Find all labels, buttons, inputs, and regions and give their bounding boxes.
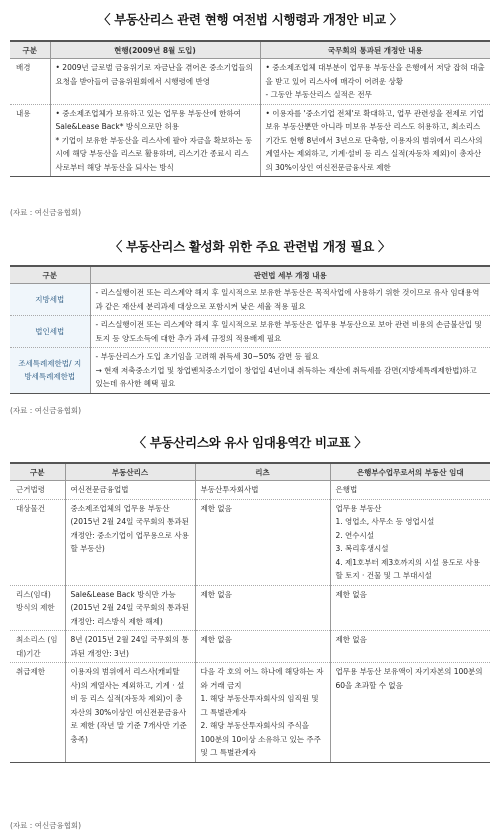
source-note-1: (자료 : 여신금융협회): [10, 208, 82, 217]
special-tax-acts-text: [90, 348, 490, 394]
row-label-special-tax-acts: 조세특례제한법/ 지방세특례제한법: [10, 348, 90, 394]
table3-header-bank-rental: 은행부수업무로서의 부동산 임대: [330, 463, 490, 481]
table2-header-category: 구분: [10, 266, 90, 284]
row-label-lease-method: 리스(임대) 방식의 제한: [10, 585, 65, 631]
row-label-restrictions: 취급제한: [10, 663, 65, 763]
lease-method-reits: 제한 없음: [195, 585, 330, 631]
table3-row-restrictions: [10, 663, 490, 763]
target-property-lease: 중소제조업체의 업무용 부동산 (2015년 2월 24일 국무회의 통과된 개정안: 중소기업이 업무용으로 사용할 부동산): [65, 499, 195, 585]
section1-title: 〈 부동산리스 관련 현행 여전법 시행령과 개정안 비교 〉: [97, 12, 403, 27]
table1-row-background: [10, 59, 490, 105]
table3-row-min-term: [10, 631, 490, 663]
restrictions-bank: 업무용 부동산 보유액이 자기자본의 100분의 60을 초과할 수 없음: [330, 663, 490, 763]
comparison-table-1: [10, 40, 490, 177]
table2-header-row: [10, 266, 490, 284]
min-term-bank: 제한 없음: [330, 631, 490, 663]
min-term-lease: 8년 (2015년 2월 24일 국무회의 통과된 개정안: 3년): [65, 631, 195, 663]
row-label-corporate-tax-act: 법인세법: [10, 316, 90, 348]
table1-header-current: 현행(2009년 8월 도입): [50, 41, 260, 59]
background-current: • 2009년 글로벌 금융위기로 자금난을 겪어온 중소기업들의 요청을 받아들여 금융위원회에서 시행령에 반영: [50, 59, 260, 105]
row-label-local-tax-act: 지방세법: [10, 284, 90, 316]
content-current-point: • 중소제조업체가 보유하고 있는 업무용 부동산에 한하여 Sale&Lease Back* 방식으로만 허용: [55, 108, 241, 131]
list-item: 1. 해당 부동산투자회사의 임직원 및 그 특별관계자: [200, 694, 319, 717]
legal-basis-lease: 여신전문금융업법: [65, 481, 195, 500]
list-item: 다음 각 호의 어느 하나에 해당하는 자와 거래 금지: [200, 667, 324, 690]
legal-basis-bank: 은행법: [330, 481, 490, 500]
list-item: 업무용 부동산: [335, 503, 382, 513]
table3-header-category: 구분: [10, 463, 65, 481]
row-label-content: 내용: [10, 104, 50, 177]
table1-header-row: [10, 41, 490, 59]
content-current-footnote: * 기업이 보유한 부동산을 리스사에 팔아 자금을 확보하는 동시에 해당 부동산을 리스로 활용하며, 리스기간 종료시 리스사로부터 해당 부동산을 되사는 방식: [55, 135, 253, 172]
list-item: 2. 해당 부동산투자회사의 주식을 100분의 10이상 소유하고 있는 주주 및 그 특별관계자: [200, 721, 321, 757]
legal-basis-reits: 부동산투자회사법: [195, 481, 330, 500]
table3-row-target-property: [10, 499, 490, 585]
table2-header-details: 관련법 세부 개정 내용: [90, 266, 490, 284]
table2-row-local-tax: [10, 284, 490, 316]
row-label-background: 배경: [10, 59, 50, 105]
table3-row-legal-basis: [10, 481, 490, 500]
restrictions-lease: 이용자의 범위에서 리스사(캐피탈사)의 계열사는 제외하고, 기계 · 설비 등 리스 실적(자동차 제외)이 총자산의 30%이상인 여신전문금융사로 제한 (작년 말 기준 7개사만 기준 충족): [65, 663, 195, 763]
source-note-3: (자료 : 여신금융협회): [10, 821, 82, 830]
row-label-legal-basis: 근거법령: [10, 481, 65, 500]
background-amendment: [260, 59, 490, 105]
lease-method-lease: Sale&Lease Back 방식만 가능 (2015년 2월 24일 국무회의 통과된 개정안: 리스방식 제한 해제): [65, 585, 195, 631]
list-item: 2. 연수시설: [335, 530, 375, 540]
table1-header-category: 구분: [10, 41, 50, 59]
list-item: 3. 복리후생시설: [335, 544, 389, 553]
target-property-bank: [330, 499, 490, 585]
corporate-tax-act-text: - 리스실행이전 또는 리스계약 해지 후 일시적으로 보유한 부동산은 업무용 부동산으로 보아 관련 비용의 손금불산입 및 토지 등 양도소득에 대한 추가 과세 규정의 적용배제 필요: [90, 316, 490, 348]
table3-header-reits: 리츠: [195, 463, 330, 481]
min-term-reits: 제한 없음: [195, 631, 330, 663]
target-property-bank-list: [336, 502, 486, 583]
list-item: 1. 영업소, 사무소 등 영업시설: [335, 517, 435, 526]
table2-row-special-tax: [10, 348, 490, 394]
table1-row-content: [10, 104, 490, 177]
table1-header-amendment: 국무회의 통과된 개정안 내용: [260, 41, 490, 59]
section3-title: 〈 부동산리스와 유사 임대용역간 비교표 〉: [133, 435, 367, 450]
local-tax-act-text: - 리스실행이전 또는 리스계약 해지 후 일시적으로 보유한 부동산은 목적사업에 사용하기 위한 것이므로 유사 임대용역과 같은 재산세 분리과세 대상으로 포함시켜 낮은 세율 적용 필요: [90, 284, 490, 316]
lease-method-bank: 제한 없음: [330, 585, 490, 631]
restrictions-reits-list: [201, 665, 325, 760]
table3-row-lease-method: [10, 585, 490, 631]
row-label-target-property: 대상물건: [10, 499, 65, 585]
lease-comparison-table: [10, 462, 490, 763]
content-current: [50, 104, 260, 177]
content-amendment: • 이용자를 '중소기업 전체'로 확대하고, 업무 관련성을 전제로 기업보유 부동산뿐만 아니라 미보유 부동산 리스도 허용하고, 최소리스기간도 현행 8년에서 3년으로 단축함, 이용자의 범위에서 리스사의 계열사는 제외하고, 기계·설비 등 리스 실적(자동차 제외)이 총자산의 30%이상인 여신전문금융사로 제한: [260, 104, 490, 177]
restrictions-reits: [195, 663, 330, 763]
row-label-min-term: 최소리스 (임대)기간: [10, 631, 65, 663]
special-tax-point: - 부동산리스가 도입 초기임을 고려해 취득세 30~50% 감면 등 필요: [95, 352, 319, 361]
table3-header-real-estate-lease: 부동산리스: [65, 463, 195, 481]
target-property-reits: 제한 없음: [195, 499, 330, 585]
background-amendment-note: - 그동안 부동산리스 실적은 전무: [265, 90, 372, 99]
list-item: 4. 제1호부터 제3호까지의 시설 용도로 사용할 토지 · 건물 및 그 부대시설: [335, 557, 481, 580]
law-revision-table: [10, 265, 490, 394]
background-amendment-point: • 중소제조업체 대부분이 업무용 부동산을 은행에서 저당 잡혀 대출을 받고 있어 리스사에 매각이 어려운 상황: [265, 63, 485, 86]
source-note-2: (자료 : 여신금융협회): [10, 406, 82, 415]
section2-title: 〈 부동산리스 활성화 위한 주요 관련법 개정 필요 〉: [109, 239, 391, 254]
table2-row-corporate-tax: [10, 316, 490, 348]
special-tax-note: → 현재 저축중소기업 및 창업벤처중소기업이 창업일 4년이내 취득하는 재산에 취득세를 감면(지방세특례제한법)하고 있는데 유사한 혜택 필요: [95, 365, 477, 388]
table3-header-row: [10, 463, 490, 481]
